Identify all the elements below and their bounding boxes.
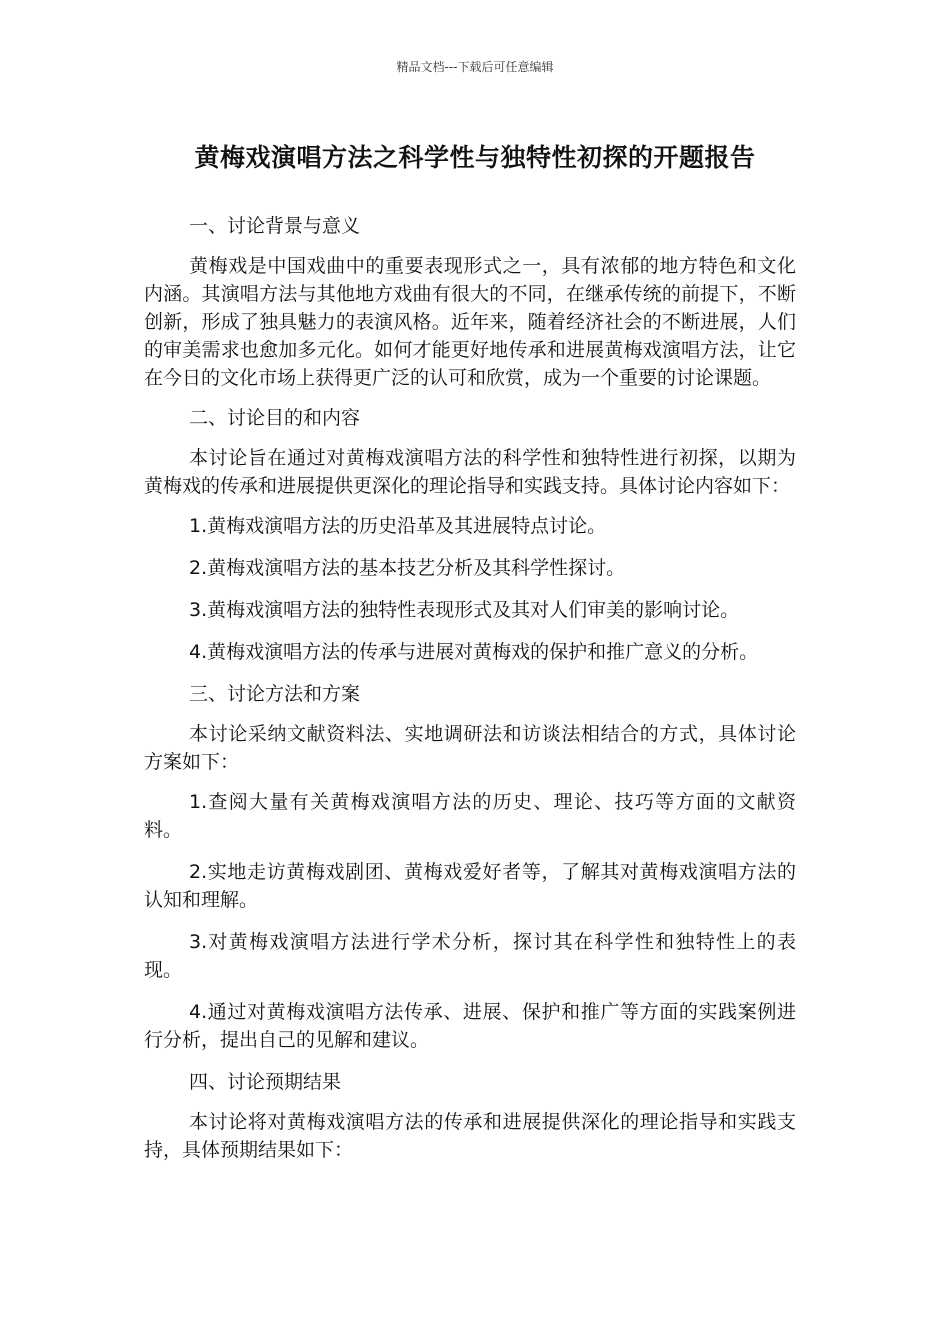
list-item: 3.黄梅戏演唱方法的独特性表现形式及其对人们审美的影响讨论。 [189, 599, 740, 621]
list-item: 4.黄梅戏演唱方法的传承与进展对黄梅戏的保护和推广意义的分析。 [189, 641, 759, 663]
list-item: 3.对黄梅戏演唱方法进行学术分析，探讨其在科学性和独特性上的表现。 [144, 931, 796, 981]
paragraph-background: 黄梅戏是中国戏曲中的重要表现形式之一，具有浓郁的地方特色和文化内涵。其演唱方法与其他地方戏曲有很大的不同，在继承传统的前提下，不断创新，形成了独具魅力的表演风格。近年来，随着经济社会的不断进展，人们的审美需求也愈加多元化。如何才能更好地传承和进展黄梅戏演唱方法，让它在今日的文化市场上获得更广泛的认可和欣赏，成为一个重要的讨论课题。 [144, 255, 796, 389]
document-title: 黄梅戏演唱方法之科学性与独特性初探的开题报告 [194, 143, 756, 172]
paragraph-purpose: 本讨论旨在通过对黄梅戏演唱方法的科学性和独特性进行初探，以期为黄梅戏的传承和进展提供更深化的理论指导和实践支持。具体讨论内容如下： [144, 447, 796, 497]
list-item: 1.查阅大量有关黄梅戏演唱方法的历史、理论、技巧等方面的文献资料。 [144, 791, 796, 841]
list-item: 1.黄梅戏演唱方法的历史沿革及其进展特点讨论。 [189, 515, 607, 537]
paragraph-results: 本讨论将对黄梅戏演唱方法的传承和进展提供深化的理论指导和实践支持，具体预期结果如下： [144, 1111, 796, 1161]
section-heading-method: 三、讨论方法和方案 [189, 683, 361, 705]
paragraph-method: 本讨论采纳文献资料法、实地调研法和访谈法相结合的方式，具体讨论方案如下： [144, 723, 796, 773]
section-heading-results: 四、讨论预期结果 [189, 1071, 342, 1093]
section-heading-purpose: 二、讨论目的和内容 [189, 407, 361, 429]
section-heading-background: 一、讨论背景与意义 [189, 215, 361, 237]
header-note: 精品文档---下载后可任意编辑 [396, 60, 554, 74]
document-body [144, 212, 796, 1176]
list-item: 2.实地走访黄梅戏剧团、黄梅戏爱好者等，了解其对黄梅戏演唱方法的认知和理解。 [144, 861, 796, 911]
list-item: 4.通过对黄梅戏演唱方法传承、进展、保护和推广等方面的实践案例进行分析，提出自己的见解和建议。 [144, 1001, 796, 1051]
list-item: 2.黄梅戏演唱方法的基本技艺分析及其科学性探讨。 [189, 557, 626, 579]
